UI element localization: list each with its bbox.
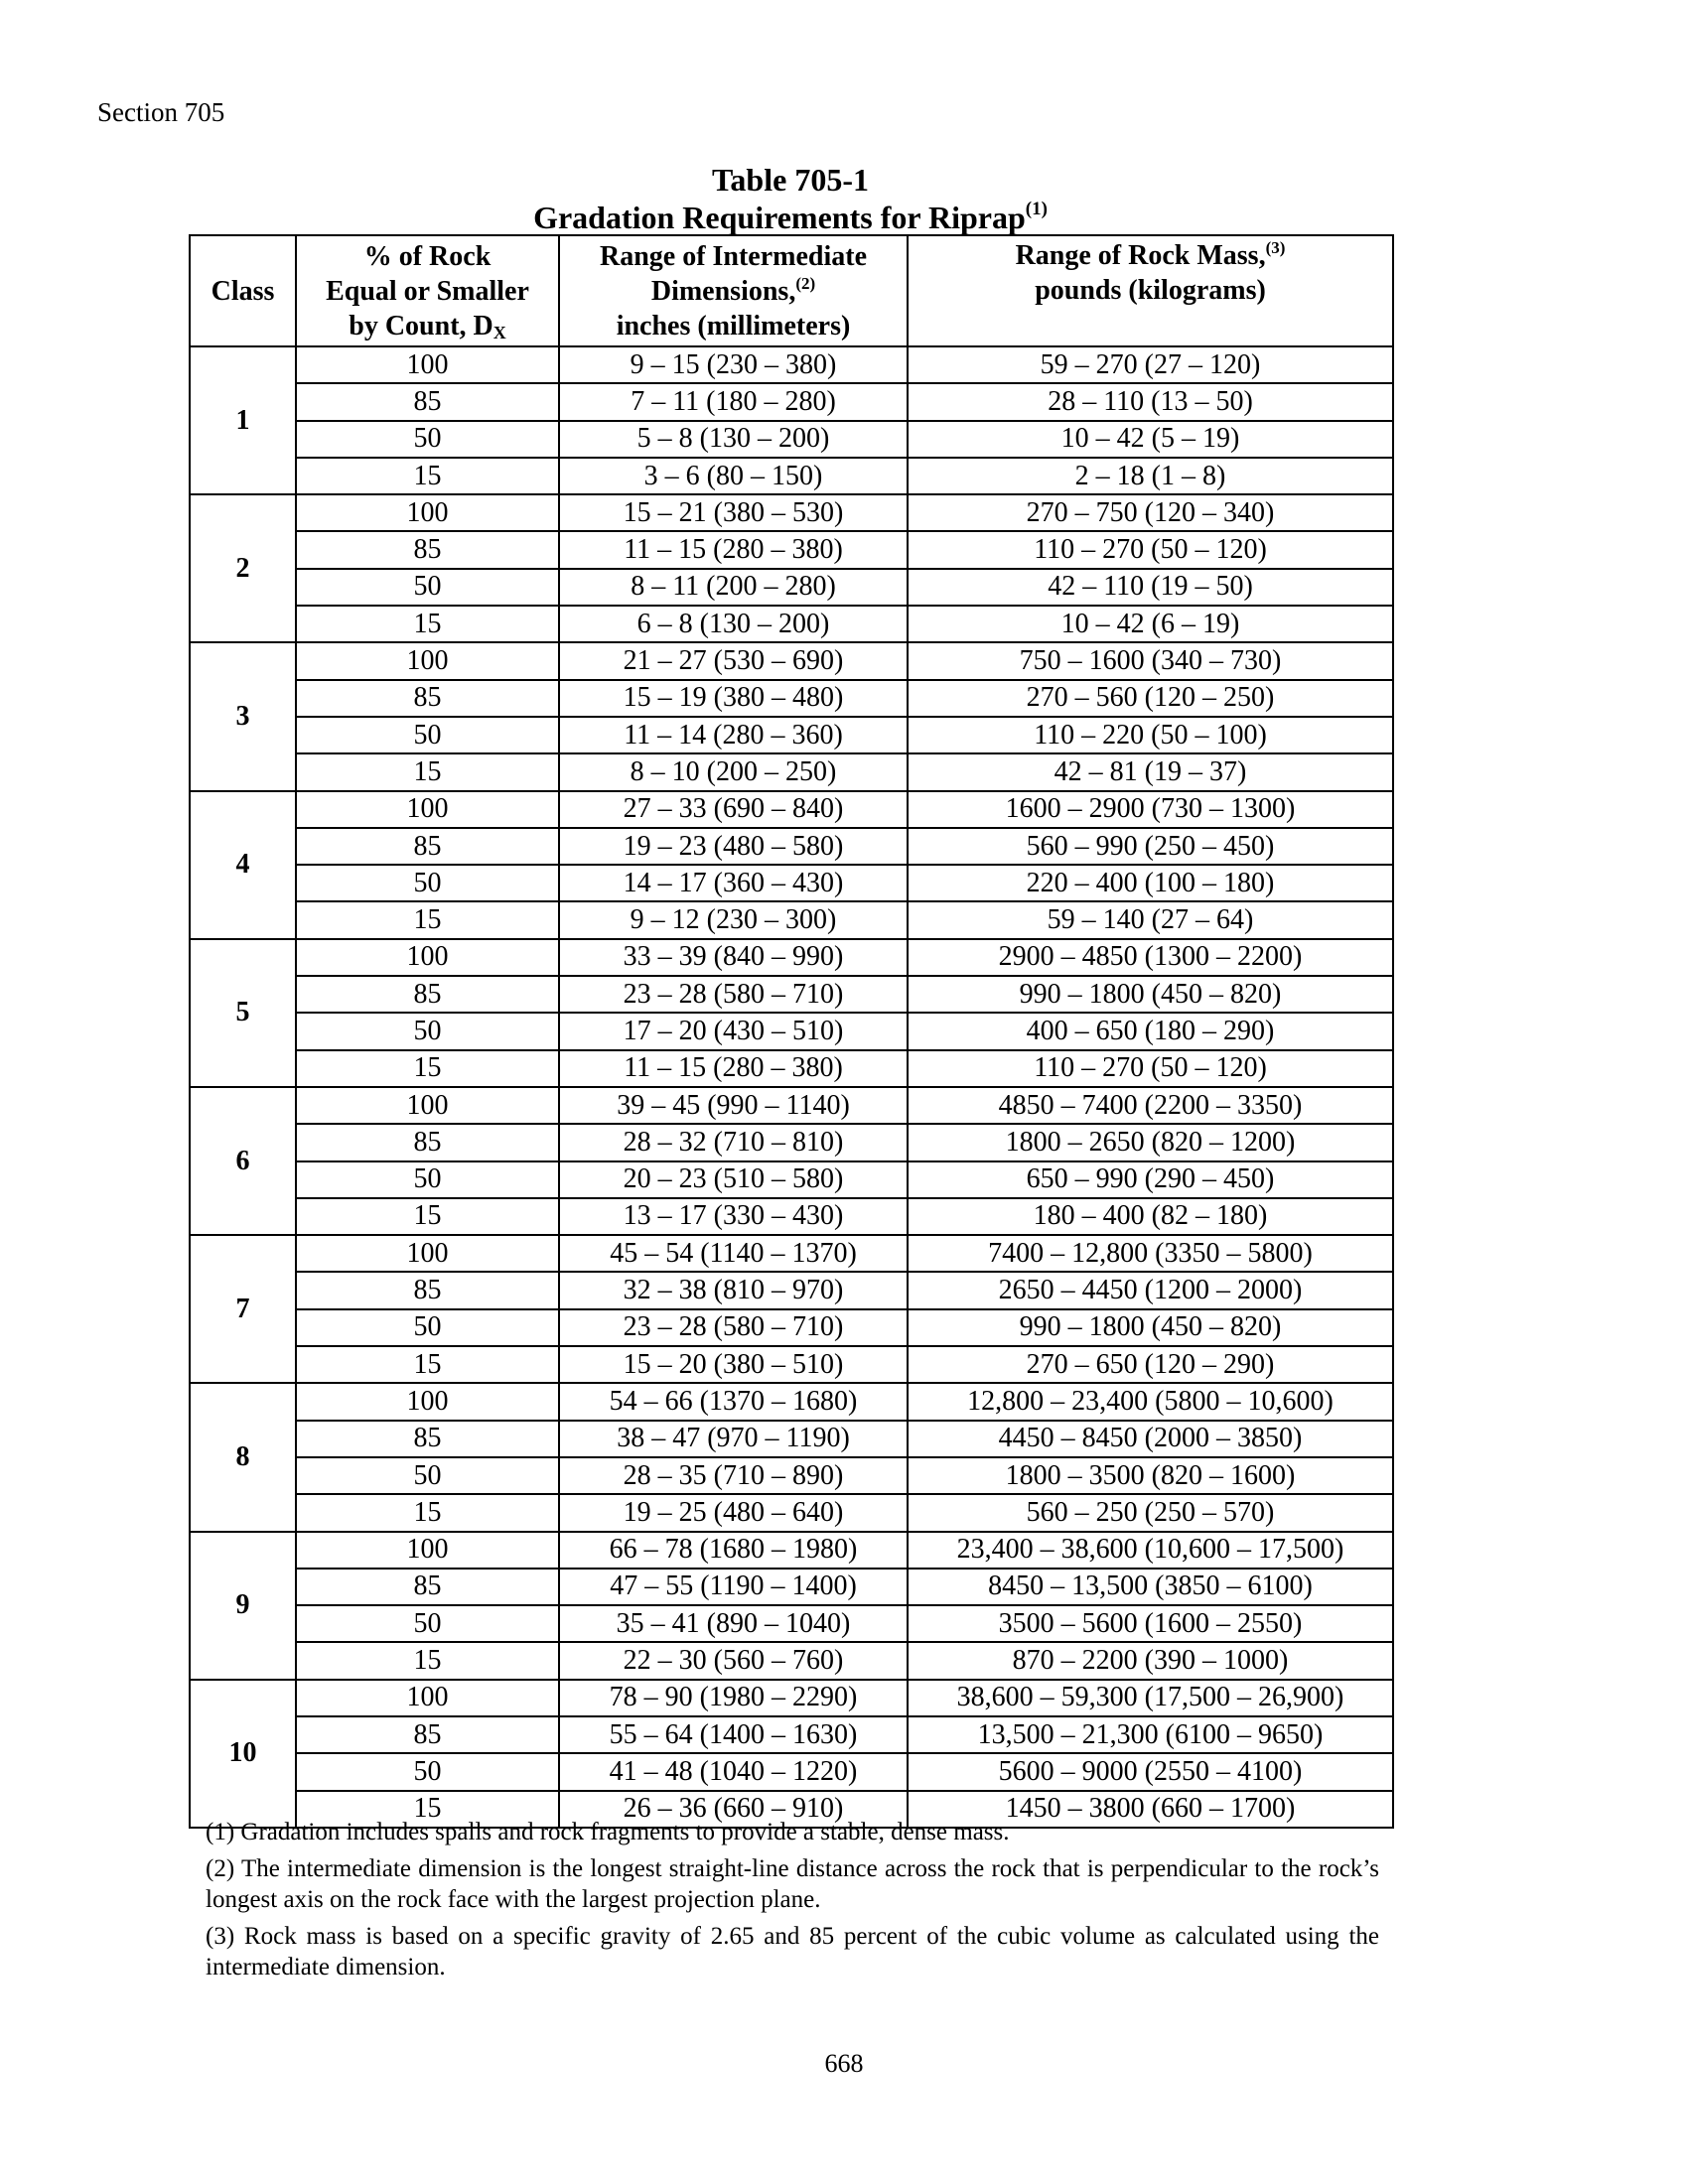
dimension-cell: 20 – 23 (510 – 580) bbox=[559, 1161, 908, 1198]
header-percent-line3-text: by Count, D bbox=[349, 310, 493, 341]
mass-cell: 3500 – 5600 (1600 – 2550) bbox=[908, 1605, 1393, 1642]
dimension-cell: 17 – 20 (430 – 510) bbox=[559, 1013, 908, 1049]
table-row bbox=[190, 901, 1393, 938]
table-row bbox=[190, 606, 1393, 642]
percent-cell: 100 bbox=[296, 1680, 559, 1716]
header-dim-line2 bbox=[560, 274, 907, 309]
table-row bbox=[190, 1050, 1393, 1087]
mass-cell: 42 – 81 (19 – 37) bbox=[908, 753, 1393, 790]
mass-cell: 42 – 110 (19 – 50) bbox=[908, 569, 1393, 606]
percent-cell: 85 bbox=[296, 1716, 559, 1753]
percent-cell: 85 bbox=[296, 1421, 559, 1457]
dimension-cell: 27 – 33 (690 – 840) bbox=[559, 791, 908, 828]
dimension-cell: 35 – 41 (890 – 1040) bbox=[559, 1605, 908, 1642]
percent-cell: 100 bbox=[296, 346, 559, 383]
percent-cell: 100 bbox=[296, 1235, 559, 1272]
dimension-cell: 66 – 78 (1680 – 1980) bbox=[559, 1532, 908, 1569]
mass-cell: 270 – 750 (120 – 340) bbox=[908, 494, 1393, 531]
mass-cell: 1800 – 2650 (820 – 1200) bbox=[908, 1124, 1393, 1160]
table-row bbox=[190, 1383, 1393, 1420]
dimension-cell: 47 – 55 (1190 – 1400) bbox=[559, 1569, 908, 1605]
table-row bbox=[190, 828, 1393, 865]
percent-cell: 15 bbox=[296, 901, 559, 938]
header-row bbox=[190, 235, 1393, 346]
percent-cell: 85 bbox=[296, 531, 559, 568]
table-row bbox=[190, 346, 1393, 383]
table-row bbox=[190, 1013, 1393, 1049]
table-row bbox=[190, 383, 1393, 420]
percent-cell: 15 bbox=[296, 1642, 559, 1679]
mass-cell: 110 – 270 (50 – 120) bbox=[908, 1050, 1393, 1087]
dimension-cell: 23 – 28 (580 – 710) bbox=[559, 976, 908, 1013]
mass-cell: 650 – 990 (290 – 450) bbox=[908, 1161, 1393, 1198]
table-body bbox=[190, 346, 1393, 1828]
class-cell: 3 bbox=[190, 642, 296, 790]
mass-cell: 59 – 270 (27 – 120) bbox=[908, 346, 1393, 383]
percent-cell: 50 bbox=[296, 717, 559, 753]
header-mass-note: (3) bbox=[1265, 238, 1286, 257]
percent-cell: 50 bbox=[296, 1605, 559, 1642]
table-row bbox=[190, 1309, 1393, 1346]
page-number: 668 bbox=[824, 2049, 864, 2078]
table-row bbox=[190, 1753, 1393, 1790]
percent-cell: 15 bbox=[296, 1791, 559, 1828]
table-row bbox=[190, 1235, 1393, 1272]
header-dim-note: (2) bbox=[795, 273, 816, 293]
footnote-2: (2) The intermediate dimension is the longest straight-line distance across the rock that is perpendicular to the rock’s longest axis on the rock face with the largest projection plane. bbox=[206, 1855, 1379, 1913]
dimension-cell: 41 – 48 (1040 – 1220) bbox=[559, 1753, 908, 1790]
class-cell: 10 bbox=[190, 1680, 296, 1828]
header-class bbox=[190, 235, 296, 346]
class-cell: 4 bbox=[190, 791, 296, 939]
mass-cell: 1600 – 2900 (730 – 1300) bbox=[908, 791, 1393, 828]
dimension-cell: 22 – 30 (560 – 760) bbox=[559, 1642, 908, 1679]
percent-cell: 50 bbox=[296, 1309, 559, 1346]
header-dim-line1: Range of Intermediate bbox=[599, 240, 868, 272]
dimension-cell: 39 – 45 (990 – 1140) bbox=[559, 1087, 908, 1124]
footnote-3: (3) Rock mass is based on a specific gravity of 2.65 and 85 percent of the cubic volume as calculated using the intermediate dimension. bbox=[206, 1923, 1379, 1980]
mass-cell: 10 – 42 (6 – 19) bbox=[908, 606, 1393, 642]
dimension-cell: 7 – 11 (180 – 280) bbox=[559, 383, 908, 420]
table-row bbox=[190, 531, 1393, 568]
dimension-cell: 54 – 66 (1370 – 1680) bbox=[559, 1383, 908, 1420]
table-row bbox=[190, 1272, 1393, 1308]
header-percent-line2: Equal or Smaller bbox=[326, 275, 529, 307]
table-caption bbox=[189, 199, 1392, 236]
mass-cell: 180 – 400 (82 – 180) bbox=[908, 1198, 1393, 1235]
mass-cell: 7400 – 12,800 (3350 – 5800) bbox=[908, 1235, 1393, 1272]
header-class-text: Class bbox=[211, 275, 275, 307]
table-row bbox=[190, 458, 1393, 494]
mass-cell: 1450 – 3800 (660 – 1700) bbox=[908, 1791, 1393, 1828]
footnote-1: (1) Gradation includes spalls and rock fragments to provide a stable, dense mass. bbox=[206, 1819, 1010, 1845]
percent-cell: 100 bbox=[296, 791, 559, 828]
mass-cell: 23,400 – 38,600 (10,600 – 17,500) bbox=[908, 1532, 1393, 1569]
header-mass-line1 bbox=[909, 238, 1392, 273]
dimension-cell: 15 – 20 (380 – 510) bbox=[559, 1346, 908, 1383]
mass-cell: 12,800 – 23,400 (5800 – 10,600) bbox=[908, 1383, 1393, 1420]
class-cell: 8 bbox=[190, 1383, 296, 1531]
mass-cell: 28 – 110 (13 – 50) bbox=[908, 383, 1393, 420]
dimension-cell: 9 – 15 (230 – 380) bbox=[559, 346, 908, 383]
percent-cell: 15 bbox=[296, 1346, 559, 1383]
mass-cell: 38,600 – 59,300 (17,500 – 26,900) bbox=[908, 1680, 1393, 1716]
table-row bbox=[190, 1532, 1393, 1569]
dimension-cell: 15 – 21 (380 – 530) bbox=[559, 494, 908, 531]
table-row bbox=[190, 717, 1393, 753]
table-row bbox=[190, 791, 1393, 828]
percent-cell: 15 bbox=[296, 606, 559, 642]
percent-cell: 15 bbox=[296, 1198, 559, 1235]
percent-cell: 85 bbox=[296, 383, 559, 420]
table-caption-note: (1) bbox=[1025, 199, 1048, 219]
table-row bbox=[190, 1161, 1393, 1198]
dimension-cell: 33 – 39 (840 – 990) bbox=[559, 939, 908, 976]
dimension-cell: 55 – 64 (1400 – 1630) bbox=[559, 1716, 908, 1753]
percent-cell: 85 bbox=[296, 1272, 559, 1308]
percent-cell: 100 bbox=[296, 494, 559, 531]
percent-cell: 15 bbox=[296, 458, 559, 494]
dimension-cell: 26 – 36 (660 – 910) bbox=[559, 1791, 908, 1828]
mass-cell: 13,500 – 21,300 (6100 – 9650) bbox=[908, 1716, 1393, 1753]
percent-cell: 50 bbox=[296, 421, 559, 458]
mass-cell: 400 – 650 (180 – 290) bbox=[908, 1013, 1393, 1049]
percent-cell: 85 bbox=[296, 1124, 559, 1160]
class-cell: 1 bbox=[190, 346, 296, 494]
dimension-cell: 23 – 28 (580 – 710) bbox=[559, 1309, 908, 1346]
header-mass-line2: pounds (kilograms) bbox=[1035, 275, 1266, 306]
dimension-cell: 5 – 8 (130 – 200) bbox=[559, 421, 908, 458]
mass-cell: 8450 – 13,500 (3850 – 6100) bbox=[908, 1569, 1393, 1605]
header-percent bbox=[296, 235, 559, 346]
mass-cell: 270 – 560 (120 – 250) bbox=[908, 680, 1393, 717]
percent-cell: 50 bbox=[296, 1753, 559, 1790]
dimension-cell: 9 – 12 (230 – 300) bbox=[559, 901, 908, 938]
percent-cell: 100 bbox=[296, 1087, 559, 1124]
table-row bbox=[190, 1124, 1393, 1160]
table-row bbox=[190, 753, 1393, 790]
table-row bbox=[190, 494, 1393, 531]
dimension-cell: 11 – 15 (280 – 380) bbox=[559, 1050, 908, 1087]
class-cell: 5 bbox=[190, 939, 296, 1087]
dimension-cell: 6 – 8 (130 – 200) bbox=[559, 606, 908, 642]
table-row bbox=[190, 1494, 1393, 1531]
table-row bbox=[190, 1605, 1393, 1642]
dimension-cell: 21 – 27 (530 – 690) bbox=[559, 642, 908, 679]
table-row bbox=[190, 1716, 1393, 1753]
header-percent-sub: X bbox=[492, 322, 506, 342]
percent-cell: 85 bbox=[296, 828, 559, 865]
header-dim-line3: inches (millimeters) bbox=[616, 310, 851, 341]
mass-cell: 110 – 220 (50 – 100) bbox=[908, 717, 1393, 753]
header-mass bbox=[908, 235, 1393, 346]
percent-cell: 50 bbox=[296, 1013, 559, 1049]
mass-cell: 220 – 400 (100 – 180) bbox=[908, 865, 1393, 901]
dimension-cell: 8 – 11 (200 – 280) bbox=[559, 569, 908, 606]
dimension-cell: 11 – 14 (280 – 360) bbox=[559, 717, 908, 753]
header-mass-line1-text: Range of Rock Mass, bbox=[1015, 240, 1266, 271]
table-row bbox=[190, 680, 1393, 717]
footnotes bbox=[206, 1817, 1379, 1988]
table-number: Table 705-1 bbox=[712, 162, 869, 198]
percent-cell: 100 bbox=[296, 1383, 559, 1420]
table-row bbox=[190, 976, 1393, 1013]
mass-cell: 2650 – 4450 (1200 – 2000) bbox=[908, 1272, 1393, 1308]
table-row bbox=[190, 1346, 1393, 1383]
table-row bbox=[190, 865, 1393, 901]
dimension-cell: 8 – 10 (200 – 250) bbox=[559, 753, 908, 790]
dimension-cell: 28 – 32 (710 – 810) bbox=[559, 1124, 908, 1160]
class-cell: 2 bbox=[190, 494, 296, 642]
dimension-cell: 11 – 15 (280 – 380) bbox=[559, 531, 908, 568]
mass-cell: 59 – 140 (27 – 64) bbox=[908, 901, 1393, 938]
mass-cell: 10 – 42 (5 – 19) bbox=[908, 421, 1393, 458]
percent-cell: 50 bbox=[296, 569, 559, 606]
mass-cell: 5600 – 9000 (2550 – 4100) bbox=[908, 1753, 1393, 1790]
table-row bbox=[190, 939, 1393, 976]
table-row bbox=[190, 1421, 1393, 1457]
percent-cell: 100 bbox=[296, 939, 559, 976]
section-label: Section 705 bbox=[97, 97, 225, 127]
dimension-cell: 15 – 19 (380 – 480) bbox=[559, 680, 908, 717]
percent-cell: 100 bbox=[296, 1532, 559, 1569]
dimension-cell: 28 – 35 (710 – 890) bbox=[559, 1457, 908, 1494]
percent-cell: 15 bbox=[296, 753, 559, 790]
percent-cell: 50 bbox=[296, 1161, 559, 1198]
dimension-cell: 38 – 47 (970 – 1190) bbox=[559, 1421, 908, 1457]
table-row bbox=[190, 1642, 1393, 1679]
table-row bbox=[190, 421, 1393, 458]
dimension-cell: 13 – 17 (330 – 430) bbox=[559, 1198, 908, 1235]
table-title bbox=[189, 161, 1392, 236]
percent-cell: 100 bbox=[296, 642, 559, 679]
dimension-cell: 14 – 17 (360 – 430) bbox=[559, 865, 908, 901]
mass-cell: 560 – 990 (250 – 450) bbox=[908, 828, 1393, 865]
mass-cell: 1800 – 3500 (820 – 1600) bbox=[908, 1457, 1393, 1494]
table-row bbox=[190, 569, 1393, 606]
dimension-cell: 32 – 38 (810 – 970) bbox=[559, 1272, 908, 1308]
table-row bbox=[190, 1198, 1393, 1235]
percent-cell: 85 bbox=[296, 1569, 559, 1605]
header-percent-line3 bbox=[297, 309, 558, 343]
table-row bbox=[190, 1569, 1393, 1605]
mass-cell: 4450 – 8450 (2000 – 3850) bbox=[908, 1421, 1393, 1457]
table-row bbox=[190, 1087, 1393, 1124]
mass-cell: 2 – 18 (1 – 8) bbox=[908, 458, 1393, 494]
percent-cell: 15 bbox=[296, 1494, 559, 1531]
header-percent-line1: % of Rock bbox=[363, 240, 492, 272]
mass-cell: 2900 – 4850 (1300 – 2200) bbox=[908, 939, 1393, 976]
mass-cell: 560 – 250 (250 – 570) bbox=[908, 1494, 1393, 1531]
class-cell: 9 bbox=[190, 1532, 296, 1680]
table-row bbox=[190, 1457, 1393, 1494]
header-dimensions bbox=[559, 235, 908, 346]
percent-cell: 85 bbox=[296, 976, 559, 1013]
mass-cell: 990 – 1800 (450 – 820) bbox=[908, 976, 1393, 1013]
class-cell: 7 bbox=[190, 1235, 296, 1383]
dimension-cell: 19 – 23 (480 – 580) bbox=[559, 828, 908, 865]
mass-cell: 270 – 650 (120 – 290) bbox=[908, 1346, 1393, 1383]
mass-cell: 110 – 270 (50 – 120) bbox=[908, 531, 1393, 568]
dimension-cell: 45 – 54 (1140 – 1370) bbox=[559, 1235, 908, 1272]
dimension-cell: 19 – 25 (480 – 640) bbox=[559, 1494, 908, 1531]
percent-cell: 15 bbox=[296, 1050, 559, 1087]
table-row bbox=[190, 1680, 1393, 1716]
mass-cell: 870 – 2200 (390 – 1000) bbox=[908, 1642, 1393, 1679]
table-caption-text: Gradation Requirements for Riprap bbox=[533, 200, 1026, 235]
class-cell: 6 bbox=[190, 1087, 296, 1235]
dimension-cell: 3 – 6 (80 – 150) bbox=[559, 458, 908, 494]
header-dim-line2-text: Dimensions, bbox=[650, 275, 796, 307]
percent-cell: 85 bbox=[296, 680, 559, 717]
dimension-cell: 78 – 90 (1980 – 2290) bbox=[559, 1680, 908, 1716]
table-row bbox=[190, 642, 1393, 679]
mass-cell: 4850 – 7400 (2200 – 3350) bbox=[908, 1087, 1393, 1124]
percent-cell: 50 bbox=[296, 1457, 559, 1494]
mass-cell: 990 – 1800 (450 – 820) bbox=[908, 1309, 1393, 1346]
gradation-table bbox=[189, 234, 1394, 1829]
percent-cell: 50 bbox=[296, 865, 559, 901]
mass-cell: 750 – 1600 (340 – 730) bbox=[908, 642, 1393, 679]
